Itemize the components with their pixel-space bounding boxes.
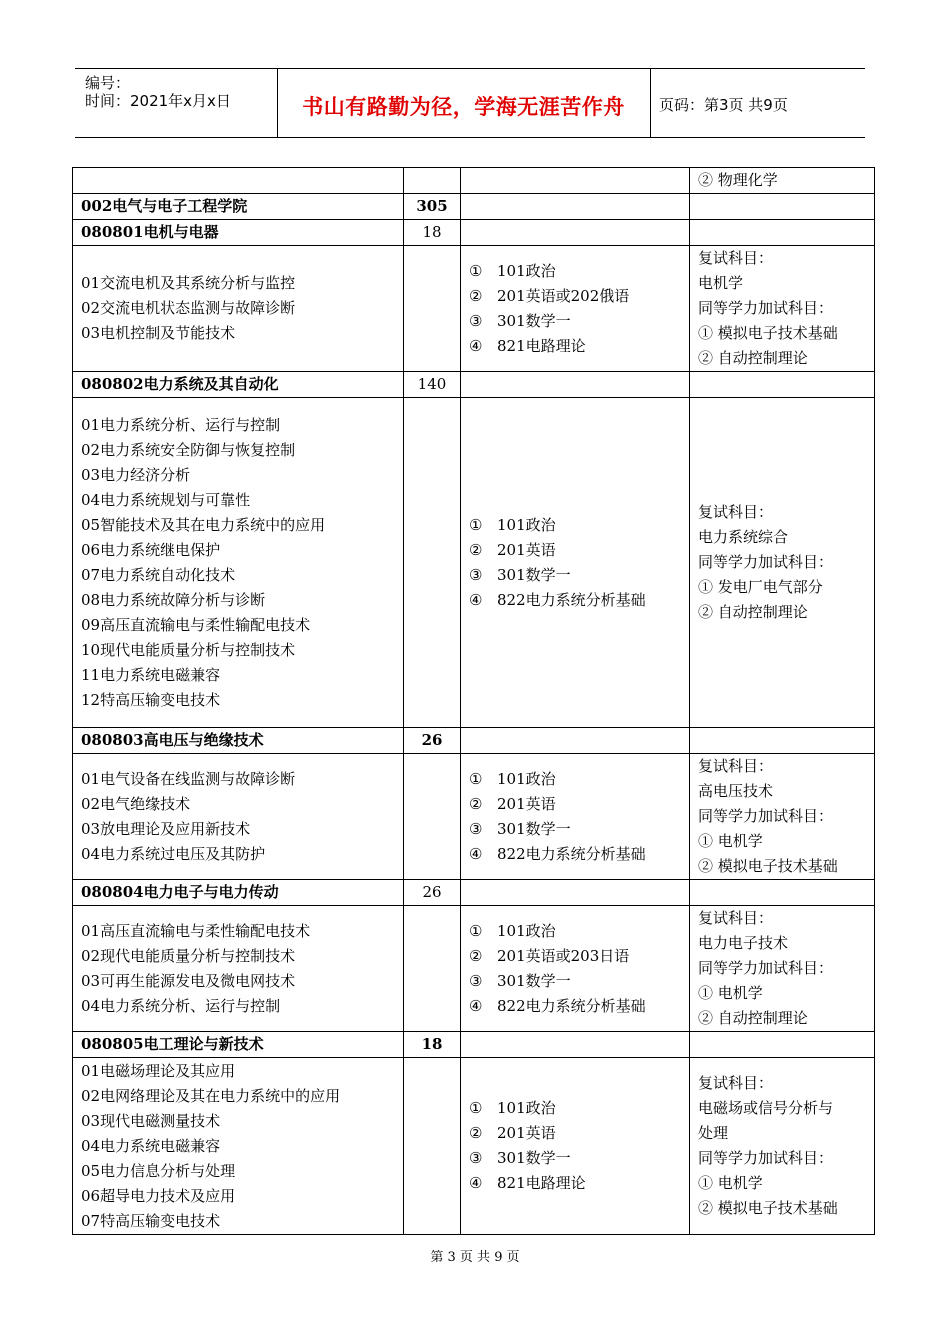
research-directions [73,1058,404,1235]
exam-item [469,842,681,867]
note-line: ② 物理化学 [698,171,778,189]
exam-item [469,309,681,334]
exam-marker: ② [469,286,483,305]
major-header-row [73,1032,875,1058]
direction-item: 01电力系统分析、运行与控制 [81,415,281,434]
exam-subject: 301数学一 [497,971,571,990]
note-line: ① 发电厂电气部分 [698,578,823,596]
count-cell [404,1058,461,1235]
direction-item: 01交流电机及其系统分析与监控 [81,274,296,292]
exam-marker: ③ [469,1149,483,1167]
exam-item [469,588,681,613]
note-line: ② 模拟电子技术基础 [698,857,838,875]
major-name: 080804电力电子与电力传动 [73,880,404,906]
exam-item [469,513,681,538]
direction-item: 11电力系统电磁兼容 [81,665,221,684]
exam-item [469,563,681,588]
exam-marker: ④ [469,844,483,863]
note-line: 复试科目： [698,909,774,927]
exam-marker: ③ [469,565,483,584]
direction-item: 02电力系统安全防御与恢复控制 [81,440,296,459]
direction-item: 01电气设备在线监测与故障诊断 [81,769,296,788]
note-line: 电力电子技术 [698,934,789,952]
exam-marker: ① [469,261,483,280]
major-header-row [73,220,875,246]
exam-subject: 301数学一 [497,819,571,838]
major-detail-row [73,1058,875,1235]
exam-marker: ④ [469,590,483,609]
research-directions [73,398,404,728]
major-detail-row [73,906,875,1032]
exam-item [469,919,681,944]
research-directions [73,906,404,1032]
major-header-row [73,728,875,754]
direction-item: 04电力系统规划与可靠性 [81,490,251,509]
exam-subjects [461,398,690,728]
retest-notes [690,398,875,728]
exam-subject: 301数学一 [497,311,571,330]
note-line: ① 电机学 [698,832,763,850]
exam-marker: ② [469,794,483,813]
note-cell [690,220,875,246]
exam-item [469,944,681,969]
exam-cell [461,728,690,754]
exam-marker: ① [469,769,483,788]
major-count: 18 [404,220,461,246]
exam-item [469,1146,681,1171]
note-line: 复试科目： [698,249,774,267]
major-name: 080801电机与电器 [73,220,404,246]
exam-item [469,969,681,994]
note-line: 电磁场或信号分析与 [698,1099,834,1117]
exam-subject: 201英语 [497,1124,556,1142]
exam-item [469,538,681,563]
note-line: ① 电机学 [698,1174,763,1192]
major-count: 26 [404,880,461,906]
note-cell [690,194,875,220]
exam-subject: 821电路理论 [497,1174,586,1192]
exam-marker: ③ [469,311,483,330]
exam-subject: 101政治 [497,261,556,280]
exam-item [469,1121,681,1146]
direction-item: 06超导电力技术及应用 [81,1186,236,1205]
note-cell [690,372,875,398]
exam-item [469,1171,681,1196]
direction-item: 10现代电能质量分析与控制技术 [81,640,296,659]
exam-marker: ④ [469,1174,483,1192]
retest-notes [690,1058,875,1235]
exam-marker: ① [469,515,483,534]
note-line: 同等学力加试科目： [698,299,834,317]
exam-cell [461,880,690,906]
exam-subject: 201英语或202俄语 [497,286,630,305]
exam-item [469,817,681,842]
count-cell [404,168,461,194]
major-detail-row [73,246,875,372]
exam-subjects [461,246,690,372]
exam-marker: ③ [469,819,483,838]
count-cell [404,754,461,880]
exam-marker: ④ [469,336,483,355]
count-cell [404,246,461,372]
direction-item: 12特高压输变电技术 [81,690,221,709]
major-name: 080803高电压与绝缘技术 [73,728,404,754]
exam-marker: ① [469,1099,483,1117]
exam-cell [461,168,690,194]
note-line: 复试科目： [698,503,774,521]
note-line: 电机学 [698,274,744,292]
note-line: ① 模拟电子技术基础 [698,324,838,342]
page-header [75,68,865,138]
direction-item: 03电力经济分析 [81,465,191,484]
note-line: 处理 [698,1124,729,1142]
exam-subject: 101政治 [497,769,556,788]
direction-item: 03现代电磁测量技术 [81,1111,221,1130]
exam-subject: 101政治 [497,1099,556,1117]
note-line: 同等学力加试科目： [698,553,834,571]
exam-subjects [461,1058,690,1235]
exam-item [469,1096,681,1121]
direction-item: 02电网络理论及其在电力系统中的应用 [81,1086,341,1105]
major-header-row [73,880,875,906]
school-count: 305 [404,194,461,220]
exam-subject: 201英语 [497,540,556,559]
exam-item [469,259,681,284]
exam-marker: ③ [469,971,483,990]
note-cell [690,168,875,194]
direction-item: 07电力系统自动化技术 [81,565,236,584]
direction-item: 02电气绝缘技术 [81,794,191,813]
direction-item: 03放电理论及应用新技术 [81,819,251,838]
note-line: 高电压技术 [698,782,774,800]
exam-item [469,792,681,817]
note-line: 同等学力加试科目： [698,959,834,977]
school-name: 002电气与电子工程学院 [73,194,404,220]
direction-item: 04电力系统过电压及其防护 [81,844,266,863]
header-meta [75,69,278,137]
exam-subject: 822电力系统分析基础 [497,590,646,609]
exam-marker: ② [469,1124,483,1142]
direction-item: 03电机控制及节能技术 [81,324,236,342]
exam-subject: 822电力系统分析基础 [497,844,646,863]
note-line: ② 自动控制理论 [698,349,808,367]
note-line: 复试科目： [698,757,774,775]
exam-subject: 201英语或203日语 [497,946,630,965]
major-name: 080805电工理论与新技术 [73,1032,404,1058]
exam-item [469,994,681,1019]
note-cell [690,1032,875,1058]
note-line: 同等学力加试科目： [698,807,834,825]
exam-marker: ② [469,540,483,559]
exam-cell [461,372,690,398]
header-page-number: 页码：第3页 共9页 [659,96,788,114]
major-name: 080802电力系统及其自动化 [73,372,404,398]
admissions-table [72,167,875,1235]
exam-item [469,767,681,792]
school-row [73,194,875,220]
direction-item: 05电力信息分析与处理 [81,1161,236,1180]
exam-subject: 822电力系统分析基础 [497,996,646,1015]
exam-subjects [461,754,690,880]
note-cell [690,728,875,754]
research-directions [73,246,404,372]
retest-notes [690,246,875,372]
major-count: 140 [404,372,461,398]
direction-item: 07特高压输变电技术 [81,1211,221,1230]
exam-item [469,334,681,359]
note-line: ② 自动控制理论 [698,603,808,621]
count-cell [404,398,461,728]
note-line: 复试科目： [698,1074,774,1092]
direction-item: 05智能技术及其在电力系统中的应用 [81,515,326,534]
header-motto-cell [277,69,651,137]
major-detail-row [73,398,875,728]
doc-number-label: 编号： [85,74,131,92]
retest-notes [690,754,875,880]
direction-item: 01电磁场理论及其应用 [81,1061,236,1080]
count-cell [404,906,461,1032]
header-motto: 书山有路勤为径，学海无涯苦作舟 [302,94,625,119]
note-line: 电力系统综合 [698,528,789,546]
direction-item: 08电力系统故障分析与诊断 [81,590,266,609]
exam-item [469,284,681,309]
exam-marker: ④ [469,996,483,1015]
exam-subject: 301数学一 [497,565,571,584]
table-row-continued [73,168,875,194]
exam-cell [461,194,690,220]
direction-item: 04电力系统分析、运行与控制 [81,996,281,1015]
exam-subject: 301数学一 [497,1149,571,1167]
direction-item: 02交流电机状态监测与故障诊断 [81,299,296,317]
note-line: ① 电机学 [698,984,763,1002]
direction-item: 03可再生能源发电及微电网技术 [81,971,296,990]
exam-subjects [461,906,690,1032]
header-page-cell [651,69,865,137]
note-line: ② 模拟电子技术基础 [698,1199,838,1217]
direction-item: 01高压直流输电与柔性输配电技术 [81,921,311,940]
exam-subject: 821电路理论 [497,336,586,355]
major-count: 18 [404,1032,461,1058]
direction-item: 09高压直流输电与柔性输配电技术 [81,615,311,634]
exam-cell [461,1032,690,1058]
exam-marker: ② [469,946,483,965]
direction-item: 06电力系统继电保护 [81,540,221,559]
major-header-row [73,372,875,398]
major-detail-row [73,754,875,880]
exam-marker: ① [469,921,483,940]
exam-subject: 101政治 [497,921,556,940]
note-line: ② 自动控制理论 [698,1009,808,1027]
direction-item: 04电力系统电磁兼容 [81,1136,221,1155]
note-cell [690,880,875,906]
major-count: 26 [404,728,461,754]
exam-subject: 201英语 [497,794,556,813]
exam-subject: 101政治 [497,515,556,534]
exam-cell [461,220,690,246]
page-footer: 第 3 页 共 9 页 [430,1250,520,1265]
direction-item: 02现代电能质量分析与控制技术 [81,946,296,965]
direction-cell [73,168,404,194]
note-line: 同等学力加试科目： [698,1149,834,1167]
research-directions [73,754,404,880]
doc-time-label: 时间：2021年x月x日 [85,92,231,110]
retest-notes [690,906,875,1032]
